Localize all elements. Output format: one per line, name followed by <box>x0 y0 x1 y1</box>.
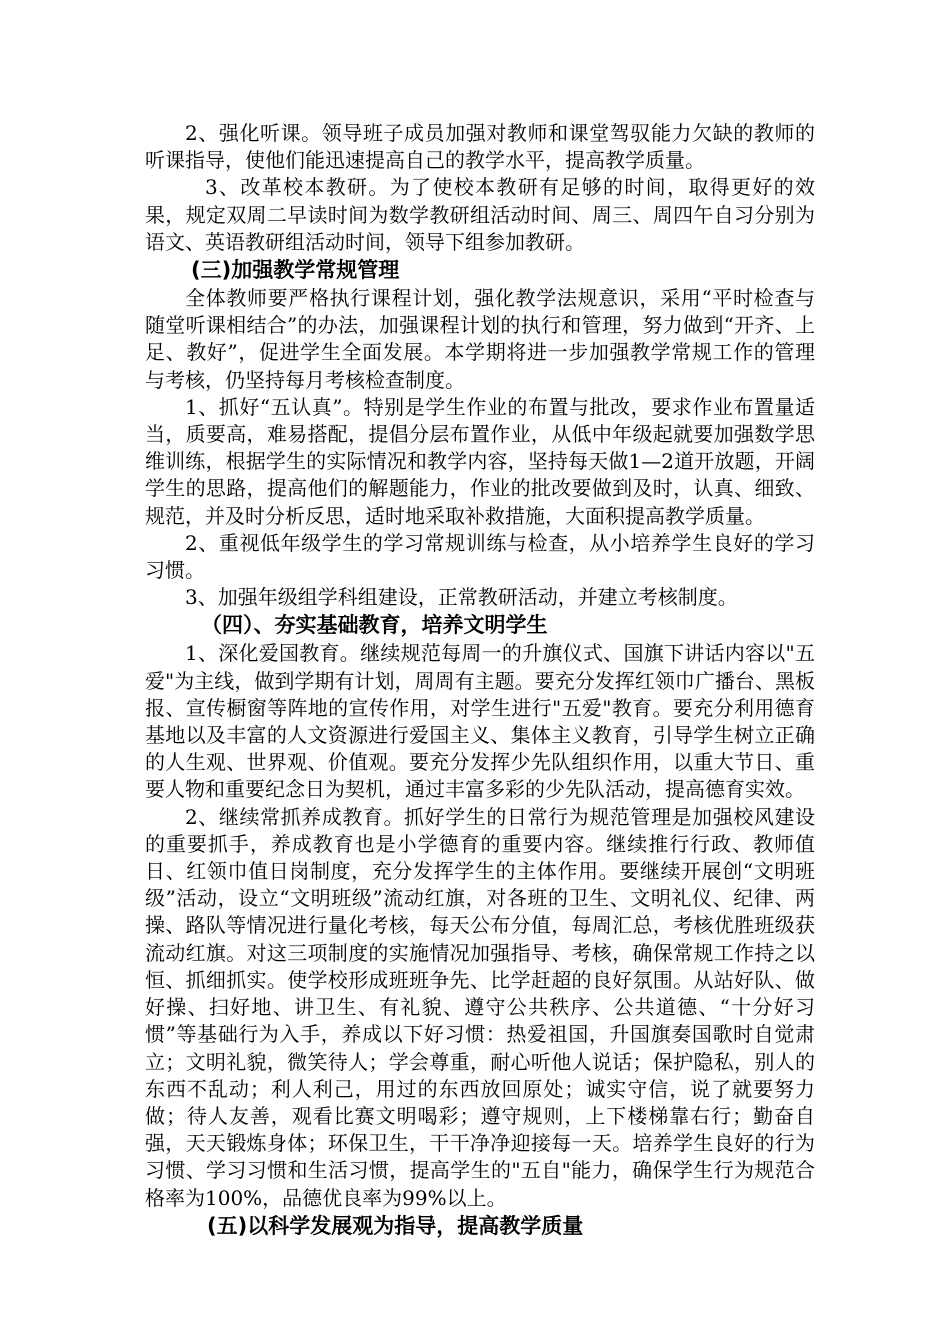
paragraph-five-earnest: 1、抓好“五认真”。特别是学生作业的布置与批改，要求作业布置量适当，质要高，难易搭配，提倡分层布置作业，从低中年级起就要加强数学思维训练，根据学生的实际情况和教学内容，坚持每天做1—2道开放题，开阔学生的思路，提高他们的解题能力，作业的批改要做到及时，认真、细致、规范，并及时分析反思，适时地采取补救措施，大面积提高教学质量。 <box>145 394 815 528</box>
paragraph-low-grade-habits: 2、重视低年级学生的学习常规训练与检查，从小培养学生良好的学习习惯。 <box>145 530 815 583</box>
section-heading-4: （四）、夯实基础教育，培养文明学生 <box>201 613 548 638</box>
section-heading-3: (三)加强教学常规管理 <box>191 258 400 283</box>
paragraph-habit-education: 2、继续常抓养成教育。抓好学生的日常行为规范管理是加强校风建设的重要抓手，养成教育也是小学德育的重要内容。继续推行行政、教师值日、红领巾值日岗制度，充分发挥学生的主体作用。要继续开展创“文明班级”活动，设立“文明班级”流动红旗，对各班的卫生、文明礼仪、纪律、两操、路队等情况进行量化考核，每天公布分值，每周汇总，考核优胜班级获流动红旗。对这三项制度的实施情况加强指导、考核，确保常规工作持之以恒、抓细抓实。使学校形成班班争先、比学赶超的良好氛围。从站好队、做好操、扫好地、讲卫生、有礼貌、遵守公共秩序、公共道德、“十分好习惯”等基础行为入手，养成以下好习惯：热爱祖国，升国旗奏国歌时自觉肃立；文明礼貌，微笑待人；学会尊重，耐心听他人说话；保护隐私，别人的东西不乱动；利人利己，用过的东西放回原处；诚实守信，说了就要努力做；待人友善，观看比赛文明喝彩；遵守规则，上下楼梯靠右行；勤奋自强，天天锻炼身体；环保卫生，干干净净迎接每一天。培养学生良好的行为习惯、学习习惯和生活习惯，提高学生的"五自"能力，确保学生行为规范合格率为100%，品德优良率为99%以上。 <box>145 804 815 1210</box>
paragraph-patriotic-education: 1、深化爱国教育。继续规范每周一的升旗仪式、国旗下讲话内容以"五爱"为主线，做到学期有计划，周周有主题。要充分发挥红领巾广播台、黑板报、宣传橱窗等阵地的宣传作用，对学生进行"五爱"教育。要充分利用德育基地以及丰富的人文资源进行爱国主义、集体主义教育，引导学生树立正确的人生观、世界观、价值观。要充分发挥少先队组织作用，以重大节日、重要人物和重要纪念日为契机，通过丰富多彩的少先队活动，提高德育实效。 <box>145 641 815 802</box>
paragraph-school-research: 3、改革校本教研。为了使校本教研有足够的时间，取得更好的效果，规定双周二早读时间为数学教研组活动时间、周三、周四午自习分别为语文、英语教研组活动时间，领导下组参加教研。 <box>145 175 815 254</box>
paragraph-routine-intro: 全体教师要严格执行课程计划，强化教学法规意识，采用“平时检查与随堂听课相结合”的办法，加强课程计划的执行和管理，努力做到“开齐、上足、教好”，促进学生全面发展。本学期将进一步加强教学常规工作的管理与考核，仍坚持每月考核检查制度。 <box>145 286 815 392</box>
section-heading-5: (五)以科学发展观为指导，提高教学质量 <box>207 1213 584 1238</box>
document-page <box>145 120 815 1241</box>
paragraph-grade-groups: 3、加强年级组学科组建设，正常教研活动，并建立考核制度。 <box>185 585 738 610</box>
paragraph-listening: 2、强化听课。领导班子成员加强对教师和课堂驾驭能力欠缺的教师的听课指导，使他们能迅速提高自己的教学水平，提高教学质量。 <box>145 121 815 173</box>
